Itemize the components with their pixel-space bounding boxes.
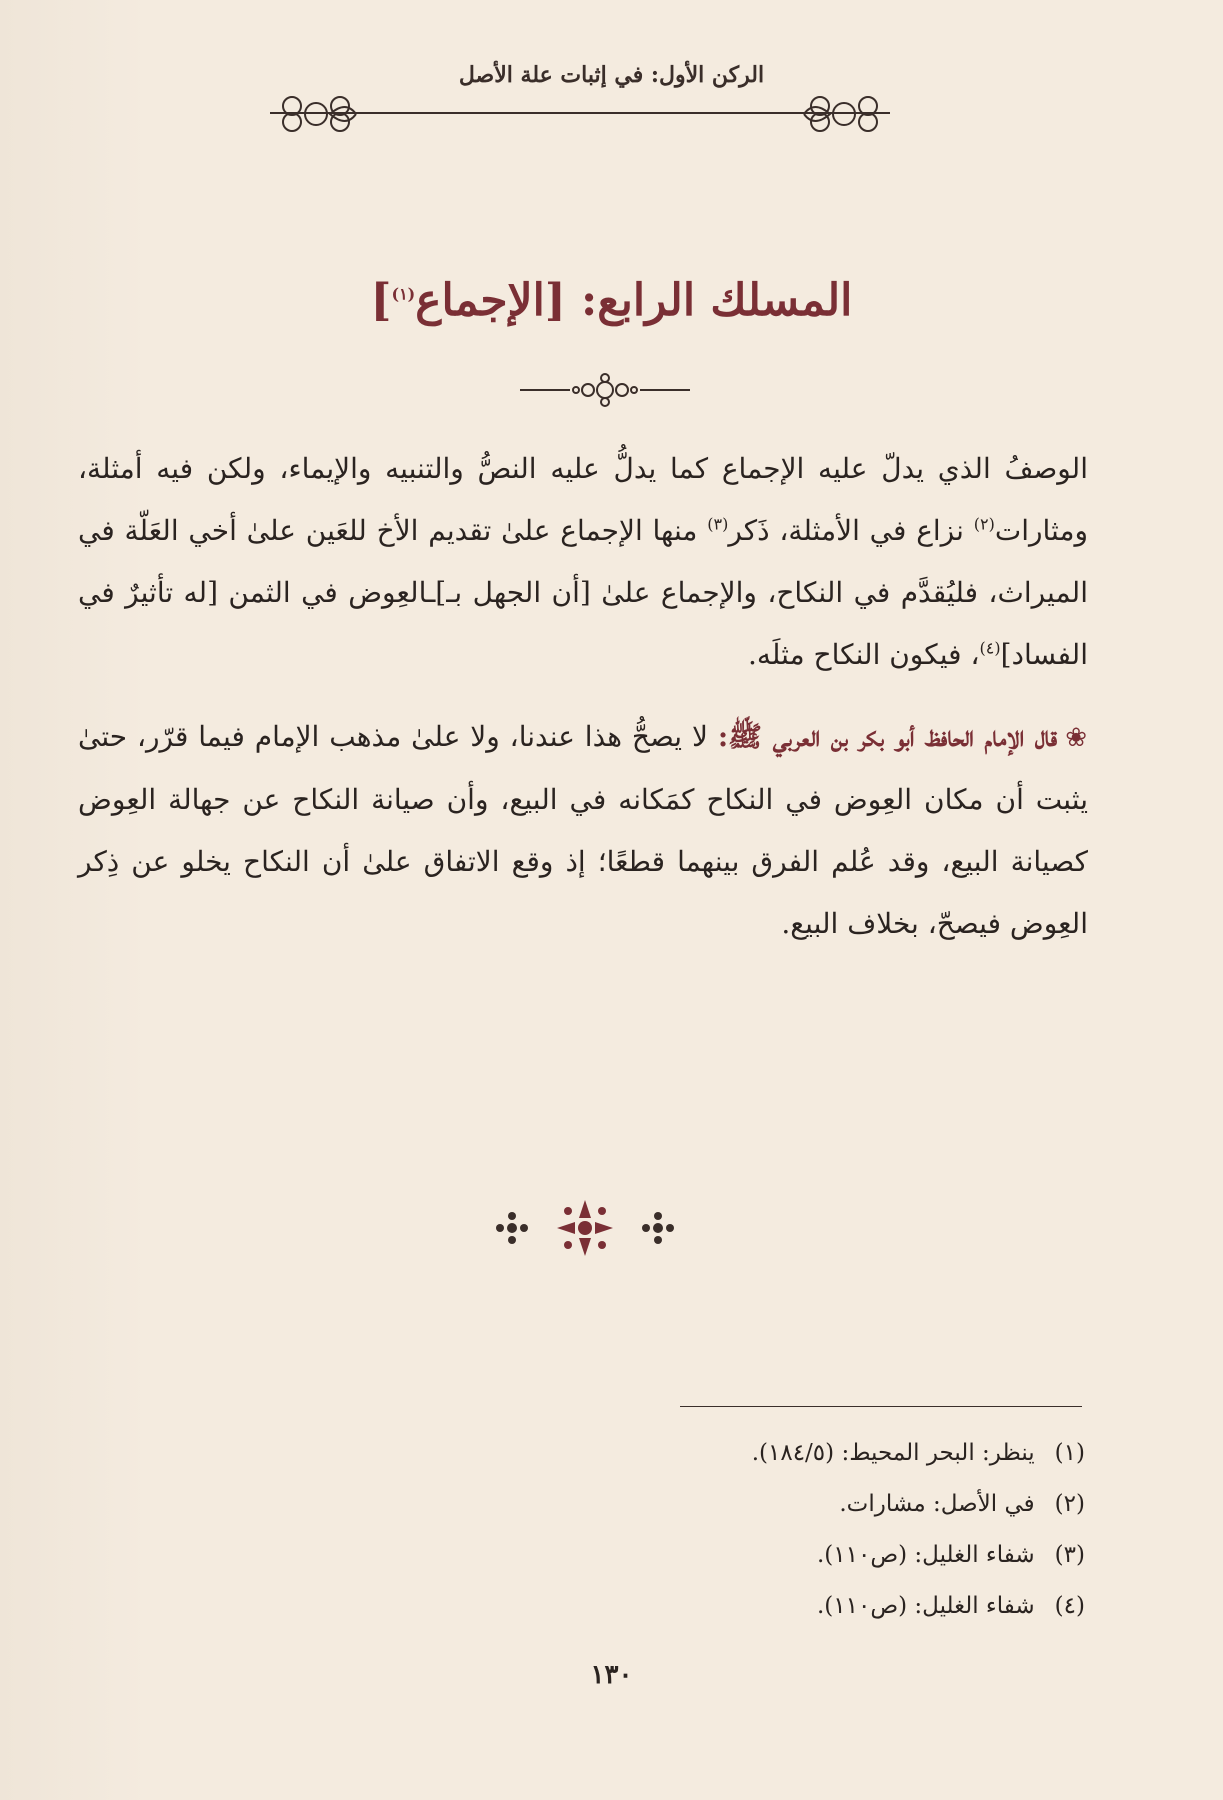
- footnotes: [540, 1428, 1085, 1632]
- footnote-number: (١): [1054, 1440, 1085, 1466]
- footnote-ref[interactable]: (٣): [707, 514, 729, 534]
- footnote-item: [540, 1581, 1085, 1632]
- footnote-number: (٤): [1054, 1593, 1085, 1619]
- footnote-number: (٣): [1054, 1542, 1085, 1568]
- footnote-item: [540, 1428, 1085, 1479]
- page-number: ١٣٠: [590, 1660, 633, 1690]
- flower-icon: ❀: [1065, 723, 1088, 753]
- footnote-ref[interactable]: (٢): [973, 514, 995, 534]
- footnote-item: [540, 1479, 1085, 1530]
- title-divider-ornament: [520, 372, 690, 408]
- footnote-ref[interactable]: (١): [391, 284, 416, 304]
- chapter-title-text: المسلك الرابع: [الإجماع: [415, 275, 853, 326]
- footnote-text: شفاء الغليل: (ص١١٠).: [816, 1542, 1035, 1568]
- footnote-rule: [680, 1406, 1082, 1407]
- footnote-item: [540, 1530, 1085, 1581]
- paragraph: [78, 438, 1088, 686]
- paragraph-text: لا يصحُّ هذا عندنا، ولا علىٰ مذهب الإمام فيما قرّر، حتىٰ يثبت أن مكان العِوض في النكاح كمَكانه في البيع، وأن صيانة النكاح عن جهالة العِوض كصيانة البيع، وقد عُلم الفرق بينهما قطعًا؛ إذ وقع الاتفاق علىٰ أن النكاح يخلو عن ذِكر العِوض فيصحّ، بخلاف البيع.: [78, 720, 1088, 940]
- paragraph-text: ، فيكون النكاح مثلَه.: [747, 638, 980, 671]
- section-end-ornament: [490, 1198, 680, 1258]
- quote-attribution: قال الإمام الحافظ أبو بكر بن العربي ﷺ:: [717, 720, 1058, 753]
- paragraph-text: منها الإجماع علىٰ تقديم الأخ للعَين علىٰ أخي العَلّة في الميراث، فليُقدَّم في النكاح، والإجماع علىٰ [أن الجهل بـ]ـالعِوض في الثمن [له تأثيرٌ في الفساد]: [78, 514, 1088, 671]
- header-ornament-right: [800, 90, 890, 138]
- body-text: [78, 438, 1088, 955]
- footnote-text: ينظر: البحر المحيط: (١٨٤/٥).: [751, 1440, 1035, 1466]
- paragraph-text: الوصفُ الذي يدلّ عليه الإجماع كما يدلُّ عليه النصُّ والتنبيه والإيماء، ولكن فيه أمثلة، ومثارات: [78, 452, 1088, 547]
- paragraph: [78, 706, 1088, 955]
- chapter-title: [0, 275, 1223, 326]
- footnote-number: (٢): [1054, 1491, 1085, 1517]
- header-ornament-left: [270, 90, 360, 138]
- footnote-text: شفاء الغليل: (ص١١٠).: [816, 1593, 1035, 1619]
- paragraph-text: نزاع في الأمثلة، ذَكر: [728, 514, 974, 547]
- footnote-ref[interactable]: (٤): [979, 638, 1001, 658]
- footnote-text: في الأصل: مشارات.: [839, 1491, 1035, 1517]
- chapter-title-bracket: ]: [370, 275, 392, 326]
- header-rule: [270, 112, 890, 114]
- running-head: الركن الأول: في إثبات علة الأصل: [458, 62, 765, 88]
